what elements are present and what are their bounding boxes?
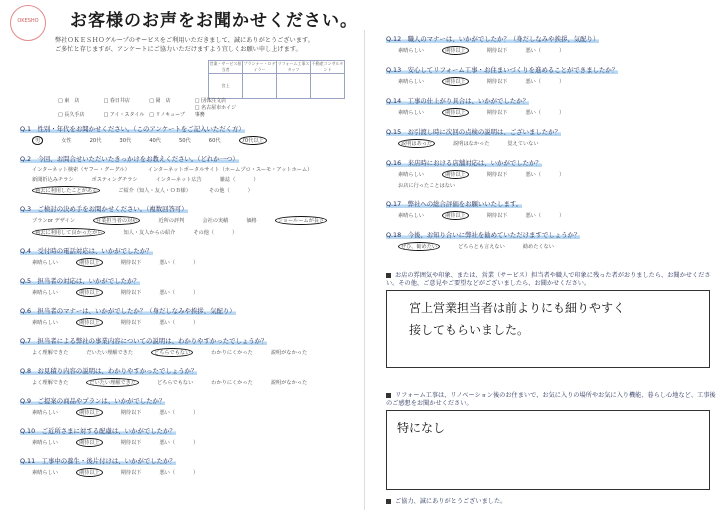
question-label: Q.5 担当者の対応は、いかがでしたか？ [20, 277, 140, 285]
answer-option[interactable]: 素晴らしい [398, 48, 424, 54]
option-row [32, 186, 360, 195]
answer-option[interactable]: 素晴らしい [398, 172, 424, 178]
answer-option[interactable]: 覚えていない [507, 141, 539, 147]
option-row [32, 378, 360, 387]
answer-option[interactable]: 悪い（ [525, 110, 542, 116]
answer-option[interactable]: 素晴らしい [32, 320, 58, 326]
question-label: Q.14 工事の仕上がり具合は、いかがでしたか？ [386, 97, 530, 105]
question-label: Q.9 ご提案の商品やプランは、いかがでしたか？ [20, 397, 166, 405]
answer-option[interactable]: 期待以上 [442, 108, 469, 117]
page-title: お客様のお声をお聞かせください。 [70, 11, 358, 31]
answer-option[interactable]: 素晴らしい [32, 440, 58, 446]
answer-option[interactable]: 悪い（ [159, 470, 176, 476]
answer-option[interactable]: ） [559, 213, 565, 219]
answer-option[interactable]: インターネットポータルサイト（ホームプロ・スーモ・アットホーム） [147, 167, 313, 173]
footer-thanks: ご協力、誠にありがとうございました。 [386, 496, 506, 505]
answer-option[interactable]: 期待以下 [486, 213, 508, 219]
comment1-handwriting-line-2: 接してもらいました。 [409, 323, 530, 337]
question-label: Q.11 工事中の養生・後片付けは、いかがでしたか？ [20, 457, 176, 465]
answer-option[interactable]: 期待以下 [120, 440, 142, 446]
right-question-column [386, 34, 716, 261]
answer-option[interactable]: だいたい理解できた [86, 350, 134, 356]
answer-option[interactable]: インターネット広告 [155, 177, 202, 183]
left-question-column [20, 124, 360, 486]
question-label: Q.4 受付時の電話対応は、いかがでしたか？ [20, 247, 153, 255]
answer-option[interactable]: 説明がなかった [270, 380, 308, 386]
answer-option[interactable]: よく理解できた [32, 380, 69, 386]
service-list [58, 98, 239, 119]
answer-option[interactable]: 悪い（ [159, 440, 176, 446]
answer-option[interactable]: 素晴らしい [398, 79, 424, 85]
service-option[interactable]: 長久手店 [64, 112, 85, 118]
answer-option[interactable]: 期待以上 [442, 211, 469, 220]
answer-option[interactable]: 素晴らしい [32, 260, 58, 266]
answer-option[interactable]: ） [193, 470, 199, 476]
staff-value[interactable]: 宮上 [209, 74, 243, 99]
option-row [32, 408, 360, 417]
answer-option[interactable]: 期待以上 [76, 438, 103, 447]
answer-option[interactable]: 素晴らしい [32, 410, 58, 416]
question-label: Q.6 担当者のマナーは、いかがでしたか？（身だしなみや挨拶、気配り） [20, 307, 236, 315]
answer-option[interactable]: その他（ [193, 230, 215, 236]
answer-option[interactable]: 期待以下 [486, 79, 508, 85]
answer-option[interactable]: ） [193, 320, 199, 326]
answer-option[interactable]: 悪い（ [525, 79, 542, 85]
answer-option[interactable]: ） [193, 260, 199, 266]
staff-value[interactable] [311, 74, 345, 99]
question-label: Q.8 お見積り内容の説明は、わかりやすかったでしょうか？ [20, 367, 198, 375]
question-block [20, 246, 360, 267]
option-row [32, 438, 360, 447]
question-block [386, 96, 716, 117]
answer-option[interactable]: ） [232, 230, 238, 236]
option-row [398, 170, 716, 179]
question-block [386, 199, 716, 220]
answer-option[interactable]: インターネット検索（ヤフー・グーグル） [32, 167, 130, 173]
comment1-box[interactable] [386, 290, 710, 368]
option-row [32, 136, 360, 145]
question-label: Q.17 弊社への総合評価をお願いいたします。 [386, 200, 523, 208]
option-row [398, 242, 716, 251]
answer-option[interactable]: ） [253, 177, 259, 183]
answer-option[interactable]: 悪い（ [159, 410, 176, 416]
comment2-handwriting: 特になし [397, 421, 446, 435]
service-row: □ 長久手店 □ アイ・スタイル □ リノキューブ □ 名古屋市ホイジ事務 [58, 105, 237, 118]
service-option[interactable]: リノキューブ [155, 112, 185, 118]
staff-header: 営業・サービス担当者 [209, 61, 242, 72]
question-label: Q.18 今後、お知り合いに弊社を勧めていただけますでしょうか？ [386, 231, 581, 239]
answer-option[interactable]: ） [559, 48, 565, 54]
question-label: Q.10 ご近所さまに対する配慮は、いかがでしたか？ [20, 427, 176, 435]
answer-option[interactable]: 期待以上 [442, 170, 469, 179]
column-divider [364, 30, 365, 510]
service-option[interactable]: アイ・スタイル [109, 112, 145, 118]
question-label: Q.16 来店時における店舗対応は、いかがでしたか？ [386, 159, 542, 167]
option-row [398, 139, 716, 148]
question-label: Q.2 今回、お問合せいただいたきっかけをお教えください。（どれか一つ） [20, 155, 239, 163]
intro-line-1: 弊社ＯＫＥＳＨＯグループのサービスをご利用いただきまして、誠にありがとうございます。 [55, 37, 314, 44]
answer-option[interactable]: だいたい理解できた [86, 378, 139, 387]
answer-option[interactable]: 勧めたくない [522, 244, 554, 250]
answer-option[interactable]: わかりにくかった [211, 380, 253, 386]
answer-option[interactable]: 近所の評判 [158, 218, 185, 224]
answer-option[interactable]: 期待以下 [486, 48, 508, 54]
answer-option[interactable]: 期待以上 [76, 258, 103, 267]
answer-option[interactable]: 40代 [149, 138, 161, 144]
answer-option[interactable]: 悪い（ [525, 48, 542, 54]
question-block [20, 124, 360, 145]
question-block [20, 154, 360, 195]
answer-option[interactable]: ） [559, 110, 565, 116]
answer-option[interactable]: 期待以下 [120, 410, 142, 416]
answer-option[interactable]: 悪い（ [525, 172, 542, 178]
answer-option[interactable]: 期待以下 [486, 110, 508, 116]
option-row [32, 318, 360, 327]
option-row [32, 258, 360, 267]
answer-option[interactable]: 期待以上 [442, 77, 469, 86]
question-block [386, 127, 716, 148]
service-option[interactable]: 団体注文店 [201, 98, 227, 104]
service-option[interactable]: 岡 店 [155, 98, 171, 104]
answer-option[interactable]: どちらでもない [157, 380, 194, 386]
answer-option[interactable]: 悪い（ [159, 260, 176, 266]
bullet-square-icon [386, 499, 391, 504]
answer-option[interactable]: 素晴らしい [398, 213, 424, 219]
question-block [20, 456, 360, 477]
answer-option[interactable]: ぜひ、勧めたい [398, 242, 440, 251]
comment2-prompt: リフォーム工事は、リノベーション後のお住まいで、お気に入りの場所やお気に入り機能、暮らし心地など、工事後のご感想をお聞かせください。 [386, 392, 716, 407]
answer-option[interactable]: 悪い（ [159, 290, 176, 296]
answer-option[interactable]: 20代 [89, 138, 102, 144]
answer-option[interactable]: よく理解できた [32, 350, 69, 356]
option-row [32, 288, 360, 297]
stamp-text: OKESHO [17, 18, 39, 24]
answer-option[interactable]: ） [193, 290, 199, 296]
question-block [20, 426, 360, 447]
answer-option[interactable]: 素晴らしい [32, 290, 58, 296]
answer-option[interactable]: わかりにくかった [211, 350, 253, 356]
service-option[interactable]: 東 店 [64, 98, 80, 104]
option-row [32, 348, 360, 357]
answer-option[interactable]: 過去に利用して良かったから [32, 228, 105, 237]
comment1-handwriting-line-1: 宮上営業担当者は前よりにも細りやすく [409, 301, 626, 315]
answer-option[interactable]: 悪い（ [159, 320, 176, 326]
answer-option[interactable]: ） [193, 440, 199, 446]
bullet-square-icon [386, 393, 391, 398]
option-row [32, 176, 360, 183]
answer-option[interactable]: 期待以上 [76, 408, 103, 417]
question-block [386, 230, 716, 251]
answer-option[interactable]: 説明はなかった [453, 141, 490, 147]
answer-option[interactable]: ） [559, 79, 565, 85]
answer-option[interactable]: 知人・友人からの紹介 [123, 230, 176, 236]
option-row [32, 216, 360, 225]
answer-option[interactable]: 期待以下 [486, 172, 508, 178]
answer-option[interactable]: 60代 [208, 138, 221, 144]
staff-value[interactable] [243, 74, 277, 99]
service-row: □ 東 店 □ 春日井店 □ 岡 店 □ 団体注文店 [58, 98, 227, 104]
question-block [386, 65, 716, 86]
service-option[interactable]: 春日井店 [109, 98, 130, 104]
option-row [32, 468, 360, 477]
answer-option[interactable]: 素晴らしい [32, 470, 58, 476]
answer-option[interactable]: 新聞折込みチラシ [32, 177, 74, 183]
answer-option[interactable]: 期待以上 [76, 288, 103, 297]
staff-value[interactable] [277, 74, 311, 99]
answer-option[interactable]: 価格 [246, 218, 257, 224]
answer-option[interactable]: 女性 [61, 138, 72, 144]
answer-option[interactable]: ） [559, 172, 565, 178]
answer-option[interactable]: お店に行ったことはない [398, 183, 456, 189]
option-row [398, 77, 716, 86]
question-block [386, 34, 716, 55]
intro-line-2: ご多忙と存じますが、アンケートにご協力いただけますよう宜しくお願い申し上げます。 [55, 46, 302, 53]
answer-option[interactable]: その他（ [208, 188, 230, 194]
answer-option[interactable]: 期待以上 [76, 468, 103, 477]
option-row [32, 166, 360, 173]
answer-option[interactable]: ） [247, 188, 253, 194]
question-block [20, 276, 360, 297]
answer-option[interactable]: 期待以上 [76, 318, 103, 327]
answer-option[interactable]: 説明はあった [398, 139, 435, 148]
answer-option[interactable]: どちらでもない [151, 348, 193, 357]
staff-header: リフォーム工事スタッフ [277, 61, 310, 72]
question-block [20, 336, 360, 357]
answer-option[interactable]: 期待以下 [120, 290, 142, 296]
comment2-box[interactable] [386, 410, 710, 490]
option-row [398, 211, 716, 220]
company-stamp [10, 5, 46, 41]
question-label: Q.15 お引渡し時に次回の点検の説明は、ございましたか？ [386, 128, 561, 136]
comment1-prompt: お店の雰囲気や印象、または、営業（サービス）担当者や職人で印象に残った者がおりましたら、お聞かせください。その他、ご意見やご要望などがございましたら、お聞かせください。 [386, 272, 711, 287]
answer-option[interactable]: 50代 [178, 138, 191, 144]
answer-option[interactable]: 素晴らしい [398, 110, 424, 116]
option-row [32, 228, 360, 237]
answer-option[interactable]: ご紹介（知人・友人・ＯＢ様） [118, 188, 191, 194]
staff-table [208, 60, 345, 99]
bullet-square-icon [386, 273, 391, 278]
answer-option[interactable]: 70代以上 [239, 136, 267, 145]
answer-option[interactable]: 雑誌（ [219, 177, 236, 183]
answer-option[interactable]: 期待以上 [442, 46, 469, 55]
answer-option[interactable]: 過去に利用したことがある [32, 186, 100, 195]
answer-option[interactable]: 30代 [119, 138, 132, 144]
answer-option[interactable]: 男 [32, 136, 43, 145]
answer-option[interactable]: 説明がなかった [270, 350, 308, 356]
service-option[interactable]: 名古屋市ホイジ事務 [194, 105, 237, 118]
question-label: Q.12 職人のマナーは、いかがでしたか？（身だしなみや挨拶、気配り） [386, 35, 600, 43]
answer-option[interactable]: 期待以下 [120, 320, 142, 326]
option-row [398, 108, 716, 117]
question-block [20, 366, 360, 387]
answer-option[interactable]: ） [193, 410, 199, 416]
question-label: Q.13 安心してリフォーム工事・お住まいづくりを進めることができましたか？ [386, 66, 619, 74]
staff-header: 不動産コンサルタント [311, 61, 344, 72]
question-label: Q.7 担当者による弊社の事業内容についての説明は、わかりやすかったでしょうか？ [20, 337, 268, 345]
answer-option[interactable]: 悪い（ [525, 213, 542, 219]
answer-option[interactable]: ショールームが長さ [275, 216, 327, 225]
question-block [20, 396, 360, 417]
answer-option[interactable]: 期待以下 [120, 260, 142, 266]
question-block [20, 306, 360, 327]
answer-option[interactable]: プランor デザイン [32, 218, 75, 224]
answer-option[interactable]: 期待以下 [120, 470, 142, 476]
question-label: Q.3 ご検討の決め手をお聞かせください。（複数回答可） [20, 205, 188, 213]
question-block [386, 158, 716, 189]
answer-option[interactable]: 会社の実績 [202, 218, 229, 224]
question-label: Q.1 性別・年代をお聞かせください。（このアンケートをご記入いただく方） [20, 125, 245, 133]
staff-header: プランナー・ロデイラー [243, 61, 276, 72]
answer-option[interactable]: ポスティングチラシ [91, 177, 138, 183]
answer-option[interactable]: どちらとも言えない [458, 244, 505, 250]
intro-text [55, 36, 355, 54]
answer-option[interactable]: 営業担当者の対応 [93, 216, 141, 225]
question-block [20, 204, 360, 237]
option-row [398, 46, 716, 55]
